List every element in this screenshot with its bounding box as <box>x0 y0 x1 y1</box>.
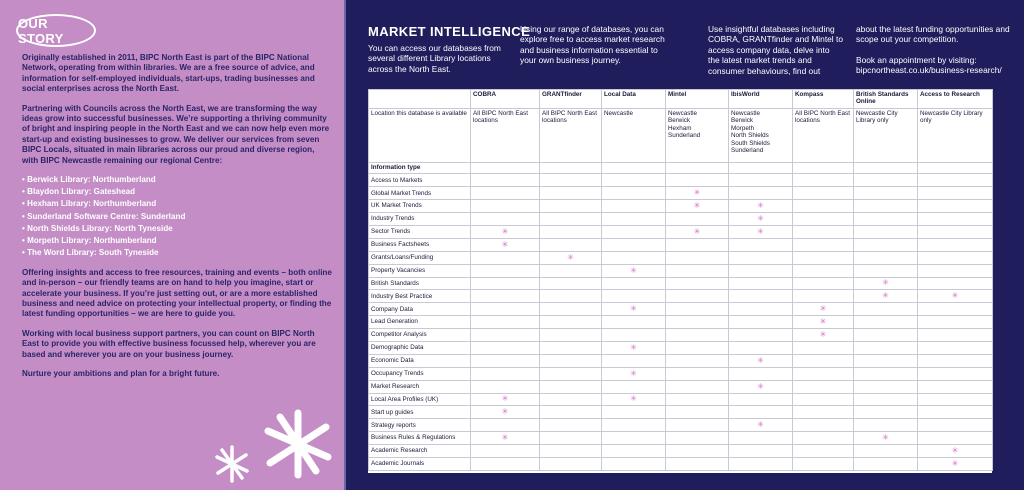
asterisk-mark-icon: ✳ <box>854 290 918 303</box>
table-row <box>369 316 993 329</box>
empty-cell <box>793 354 854 367</box>
empty-cell <box>666 380 729 393</box>
empty-cell <box>602 419 666 432</box>
table-row <box>369 354 993 367</box>
empty-cell <box>918 225 993 238</box>
empty-cell <box>793 341 854 354</box>
empty-cell <box>602 213 666 226</box>
location-cell: All BIPC North East locations <box>471 109 540 163</box>
asterisk-mark-icon: ✳ <box>666 187 729 200</box>
table-row <box>369 445 993 458</box>
empty-cell <box>729 406 793 419</box>
empty-cell <box>540 277 602 290</box>
empty-cell <box>471 341 540 354</box>
empty-cell <box>729 393 793 406</box>
empty-cell <box>918 367 993 380</box>
empty-cell <box>666 213 729 226</box>
our-story-panel <box>0 0 344 490</box>
empty-cell <box>854 238 918 251</box>
empty-cell <box>918 406 993 419</box>
empty-cell <box>729 264 793 277</box>
empty-cell <box>918 432 993 445</box>
column-header: Mintel <box>666 90 729 109</box>
row-label: Sector Trends <box>369 225 471 238</box>
empty-cell <box>918 393 993 406</box>
empty-cell <box>540 200 602 213</box>
empty-cell <box>540 316 602 329</box>
table-header-row <box>369 90 993 109</box>
location-cell: Newcastle <box>602 109 666 163</box>
row-label: Market Research <box>369 380 471 393</box>
empty-cell <box>540 238 602 251</box>
empty-cell <box>666 457 729 470</box>
database-table-wrap <box>368 89 992 473</box>
empty-cell <box>666 329 729 342</box>
empty-cell <box>540 225 602 238</box>
empty-cell <box>729 163 793 174</box>
empty-cell <box>540 213 602 226</box>
story-intro: Originally established in 2011, BIPC North East is part of the BIPC National Network, operating from within libraries. We are a free source of advice, and information for self-employed individuals, start-ups, trading businesses and social enterprises across the North East. <box>22 53 315 94</box>
empty-cell <box>729 290 793 303</box>
empty-cell <box>918 354 993 367</box>
empty-cell <box>666 393 729 406</box>
empty-cell <box>666 316 729 329</box>
empty-cell <box>854 457 918 470</box>
row-label: Industry Trends <box>369 213 471 226</box>
empty-cell <box>793 380 854 393</box>
library-list <box>22 175 332 259</box>
empty-cell <box>918 329 993 342</box>
row-label: Competitor Analysis <box>369 329 471 342</box>
empty-cell <box>918 419 993 432</box>
row-label: Academic Journals <box>369 457 471 470</box>
empty-cell <box>793 419 854 432</box>
asterisk-mark-icon: ✳ <box>793 316 854 329</box>
asterisk-mark-icon: ✳ <box>918 445 993 458</box>
empty-cell <box>854 251 918 264</box>
empty-cell <box>471 213 540 226</box>
empty-cell <box>729 187 793 200</box>
empty-cell <box>471 329 540 342</box>
empty-cell <box>729 457 793 470</box>
empty-cell <box>793 406 854 419</box>
empty-cell <box>793 432 854 445</box>
empty-cell <box>602 187 666 200</box>
empty-cell <box>540 174 602 187</box>
empty-cell <box>918 187 993 200</box>
intro-text-4 <box>856 24 1016 76</box>
empty-cell <box>854 200 918 213</box>
story-text <box>22 53 332 388</box>
row-label: Occupancy Trends <box>369 367 471 380</box>
library-item: • Berwick Library: Northumberland <box>22 175 332 185</box>
empty-cell <box>854 393 918 406</box>
empty-cell <box>602 277 666 290</box>
empty-cell <box>793 457 854 470</box>
asterisk-mark-icon: ✳ <box>854 277 918 290</box>
empty-cell <box>602 174 666 187</box>
empty-cell <box>793 163 854 174</box>
empty-cell <box>918 277 993 290</box>
table-row <box>369 367 993 380</box>
empty-cell <box>918 380 993 393</box>
empty-cell <box>729 445 793 458</box>
empty-cell <box>666 419 729 432</box>
empty-cell <box>471 419 540 432</box>
empty-cell <box>471 290 540 303</box>
asterisk-mark-icon: ✳ <box>471 393 540 406</box>
empty-cell <box>854 341 918 354</box>
empty-cell <box>918 341 993 354</box>
empty-cell <box>729 329 793 342</box>
table-row <box>369 277 993 290</box>
empty-cell <box>666 163 729 174</box>
library-item: • Morpeth Library: Northumberland <box>22 236 332 246</box>
asterisk-mark-icon: ✳ <box>793 303 854 316</box>
row-label: Company Data <box>369 303 471 316</box>
our-story-badge: OUR STORY <box>16 14 96 47</box>
asterisk-mark-icon: ✳ <box>729 419 793 432</box>
empty-cell <box>602 316 666 329</box>
empty-cell <box>854 316 918 329</box>
empty-cell <box>666 303 729 316</box>
empty-cell <box>471 380 540 393</box>
empty-cell <box>666 406 729 419</box>
table-row <box>369 406 993 419</box>
empty-cell <box>540 341 602 354</box>
location-row <box>369 109 993 163</box>
empty-cell <box>854 354 918 367</box>
row-label: Grants/Loans/Funding <box>369 251 471 264</box>
asterisk-mark-icon: ✳ <box>729 225 793 238</box>
empty-cell <box>471 354 540 367</box>
intro-text-2: Using our range of databases, you can explore free to access market research and business information essential to your own business journey. <box>520 24 665 66</box>
empty-cell <box>854 174 918 187</box>
empty-cell <box>540 432 602 445</box>
info-type-row <box>369 163 993 174</box>
empty-cell <box>854 213 918 226</box>
empty-cell <box>918 200 993 213</box>
empty-cell <box>918 238 993 251</box>
asterisk-mark-icon: ✳ <box>602 264 666 277</box>
empty-cell <box>602 354 666 367</box>
empty-cell <box>793 200 854 213</box>
table-row <box>369 251 993 264</box>
story-offering: Offering insights and access to free resources, training and events – both online and in-person – our friendly teams are on hand to help you imagine, start or accelerate your business. If you’re just setting out, or are a more established business and need advice on protecting your intellectual property, or finding the latest funding opportunities – we are here to guide you. <box>22 267 332 319</box>
row-label: Local Area Profiles (UK) <box>369 393 471 406</box>
asterisk-mark-icon: ✳ <box>666 225 729 238</box>
empty-cell <box>918 174 993 187</box>
empty-cell <box>540 406 602 419</box>
intro-text-1: You can access our databases from several different Library locations across the North East. <box>368 43 501 74</box>
library-item: • Hexham Library: Northumberland <box>22 199 332 209</box>
empty-cell <box>854 445 918 458</box>
empty-cell <box>602 225 666 238</box>
empty-cell <box>854 187 918 200</box>
empty-cell <box>602 406 666 419</box>
table-row <box>369 213 993 226</box>
empty-cell <box>729 238 793 251</box>
empty-cell <box>854 329 918 342</box>
empty-cell <box>729 174 793 187</box>
asterisk-mark-icon: ✳ <box>602 341 666 354</box>
empty-cell <box>666 277 729 290</box>
library-item: • Blaydon Library: Gateshead <box>22 187 332 197</box>
table-row <box>369 200 993 213</box>
table-row <box>369 419 993 432</box>
asterisk-mark-icon: ✳ <box>918 290 993 303</box>
story-nurture: Nurture your ambitions and plan for a bright future. <box>22 368 220 378</box>
location-cell: All BIPC North East locations <box>540 109 602 163</box>
empty-cell <box>793 277 854 290</box>
empty-cell <box>729 316 793 329</box>
empty-cell <box>854 264 918 277</box>
row-label: Access to Markets <box>369 174 471 187</box>
table-row <box>369 187 993 200</box>
empty-cell <box>602 432 666 445</box>
empty-cell <box>540 393 602 406</box>
location-cell: Newcastle City Library only <box>854 109 918 163</box>
empty-cell <box>793 445 854 458</box>
empty-cell <box>729 251 793 264</box>
table-row <box>369 225 993 238</box>
empty-cell <box>540 419 602 432</box>
table-row <box>369 380 993 393</box>
empty-cell <box>602 380 666 393</box>
empty-cell <box>793 290 854 303</box>
row-label: Demographic Data <box>369 341 471 354</box>
empty-cell <box>729 277 793 290</box>
empty-cell <box>854 303 918 316</box>
empty-cell <box>918 264 993 277</box>
library-item: • The Word Library: South Tyneside <box>22 248 332 258</box>
row-label: Strategy reports <box>369 419 471 432</box>
empty-cell <box>602 163 666 174</box>
empty-cell <box>854 380 918 393</box>
row-label: Academic Research <box>369 445 471 458</box>
empty-cell <box>793 238 854 251</box>
table-body <box>369 109 993 471</box>
asterisk-mark-icon: ✳ <box>471 238 540 251</box>
empty-cell <box>854 163 918 174</box>
empty-cell <box>666 341 729 354</box>
empty-cell <box>666 432 729 445</box>
table-row <box>369 329 993 342</box>
empty-cell <box>793 174 854 187</box>
empty-cell <box>471 187 540 200</box>
table-row <box>369 303 993 316</box>
empty-cell <box>793 393 854 406</box>
empty-cell <box>471 200 540 213</box>
row-label: Business Factsheets <box>369 238 471 251</box>
empty-cell <box>666 251 729 264</box>
empty-cell <box>854 419 918 432</box>
column-header: British Standards Online <box>854 90 918 109</box>
table-row <box>369 393 993 406</box>
empty-cell <box>471 303 540 316</box>
row-label: Industry Best Practice <box>369 290 471 303</box>
asterisk-mark-icon: ✳ <box>602 367 666 380</box>
empty-cell <box>540 290 602 303</box>
row-label: British Standards <box>369 277 471 290</box>
empty-cell <box>666 445 729 458</box>
empty-cell <box>540 445 602 458</box>
location-cell: All BIPC North East locations <box>793 109 854 163</box>
empty-cell <box>471 367 540 380</box>
empty-cell <box>540 457 602 470</box>
empty-cell <box>471 277 540 290</box>
empty-cell <box>793 213 854 226</box>
location-label: Location this database is available <box>369 109 471 163</box>
empty-cell <box>602 457 666 470</box>
empty-cell <box>793 264 854 277</box>
decorative-stars <box>210 405 340 490</box>
table-row <box>369 174 993 187</box>
column-header: IbisWorld <box>729 90 793 109</box>
column-header: COBRA <box>471 90 540 109</box>
table-row <box>369 290 993 303</box>
row-label: Property Vacancies <box>369 264 471 277</box>
empty-cell <box>854 406 918 419</box>
table-row <box>369 264 993 277</box>
database-table <box>368 89 993 471</box>
empty-cell <box>918 303 993 316</box>
table-row <box>369 457 993 470</box>
row-label: Start up guides <box>369 406 471 419</box>
empty-cell <box>666 290 729 303</box>
location-cell: Newcastle Berwick Hexham Sunderland <box>666 109 729 163</box>
asterisk-mark-icon: ✳ <box>729 380 793 393</box>
empty-cell <box>793 225 854 238</box>
asterisk-mark-icon: ✳ <box>729 200 793 213</box>
empty-cell <box>918 163 993 174</box>
empty-cell <box>540 380 602 393</box>
asterisk-mark-icon: ✳ <box>854 432 918 445</box>
appointment-link[interactable]: Book an appointment by visiting: bipcnortheast.co.uk/business-research/ <box>856 54 1002 76</box>
empty-cell <box>666 174 729 187</box>
empty-cell <box>540 367 602 380</box>
empty-cell <box>540 187 602 200</box>
empty-cell <box>666 264 729 277</box>
market-intelligence-panel <box>346 0 1024 490</box>
empty-cell <box>602 238 666 251</box>
row-label: Lead Generation <box>369 316 471 329</box>
row-label: Global Market Trends <box>369 187 471 200</box>
empty-cell <box>729 341 793 354</box>
table-row <box>369 238 993 251</box>
row-label: Business Rules & Regulations <box>369 432 471 445</box>
empty-cell <box>540 163 602 174</box>
empty-cell <box>471 445 540 458</box>
column-header: Local Data <box>602 90 666 109</box>
intro-text-4a: about the latest funding opportunities and scope out your competition. <box>856 24 1010 45</box>
library-item: • Sunderland Software Centre: Sunderland <box>22 212 332 222</box>
empty-cell <box>918 316 993 329</box>
star-small-icon <box>217 447 247 481</box>
empty-cell <box>602 200 666 213</box>
story-working: Working with local business support partners, you can count on BIPC North East to provide you with effective business focussed help, wherever you are based and wherever you are on your business journey. <box>22 328 316 359</box>
asterisk-mark-icon: ✳ <box>471 225 540 238</box>
asterisk-mark-icon: ✳ <box>471 432 540 445</box>
empty-cell <box>471 316 540 329</box>
row-label: Economic Data <box>369 354 471 367</box>
asterisk-mark-icon: ✳ <box>602 393 666 406</box>
empty-cell <box>602 445 666 458</box>
empty-cell <box>793 251 854 264</box>
empty-cell <box>602 290 666 303</box>
info-type-label: Information type <box>369 163 471 174</box>
empty-cell <box>918 251 993 264</box>
table-row <box>369 432 993 445</box>
column-header: GRANTfinder <box>540 90 602 109</box>
empty-cell <box>854 225 918 238</box>
empty-cell <box>602 329 666 342</box>
library-item: • North Shields Library: North Tyneside <box>22 224 332 234</box>
empty-cell <box>540 329 602 342</box>
empty-cell <box>666 238 729 251</box>
empty-cell <box>540 264 602 277</box>
asterisk-mark-icon: ✳ <box>729 213 793 226</box>
empty-cell <box>540 354 602 367</box>
empty-cell <box>471 264 540 277</box>
row-label: UK Market Trends <box>369 200 471 213</box>
asterisk-mark-icon: ✳ <box>666 200 729 213</box>
star-large-icon <box>268 413 328 475</box>
empty-cell <box>471 457 540 470</box>
table-corner-cell <box>369 90 471 109</box>
empty-cell <box>471 251 540 264</box>
empty-cell <box>471 174 540 187</box>
story-partnering: Partnering with Councils across the North East, we are transforming the way ideas grow into successful businesses. We’re supporting a thriving community of bright and inspiring people in the North East and we can now help even more start-up and existing businesses to grow. We deliver our services from seven BIPC Locals, situated in main libraries across our proud and diverse region, with BIPC Newcastle remaining our regional Centre: <box>22 103 330 165</box>
table-row <box>369 341 993 354</box>
empty-cell <box>666 367 729 380</box>
empty-cell <box>602 251 666 264</box>
empty-cell <box>540 303 602 316</box>
empty-cell <box>918 213 993 226</box>
column-header: Access to Research <box>918 90 993 109</box>
empty-cell <box>729 367 793 380</box>
empty-cell <box>854 367 918 380</box>
empty-cell <box>471 163 540 174</box>
empty-cell <box>793 367 854 380</box>
asterisk-mark-icon: ✳ <box>540 251 602 264</box>
empty-cell <box>729 303 793 316</box>
asterisk-mark-icon: ✳ <box>918 457 993 470</box>
column-header: Kompass <box>793 90 854 109</box>
location-cell: Newcastle Berwick Morpeth North Shields South Shields Sunderland <box>729 109 793 163</box>
asterisk-mark-icon: ✳ <box>471 406 540 419</box>
asterisk-mark-icon: ✳ <box>793 329 854 342</box>
empty-cell <box>729 432 793 445</box>
asterisk-mark-icon: ✳ <box>729 354 793 367</box>
asterisk-mark-icon: ✳ <box>602 303 666 316</box>
market-intelligence-title: MARKET INTELLIGENCE <box>368 24 531 39</box>
intro-text-3: Use insightful databases including COBRA, GRANTfinder and Mintel to access company data, delve into the latest market trends and consumer behaviours, find out <box>708 24 843 76</box>
empty-cell <box>666 354 729 367</box>
location-cell: Newcastle City Library only <box>918 109 993 163</box>
empty-cell <box>793 187 854 200</box>
